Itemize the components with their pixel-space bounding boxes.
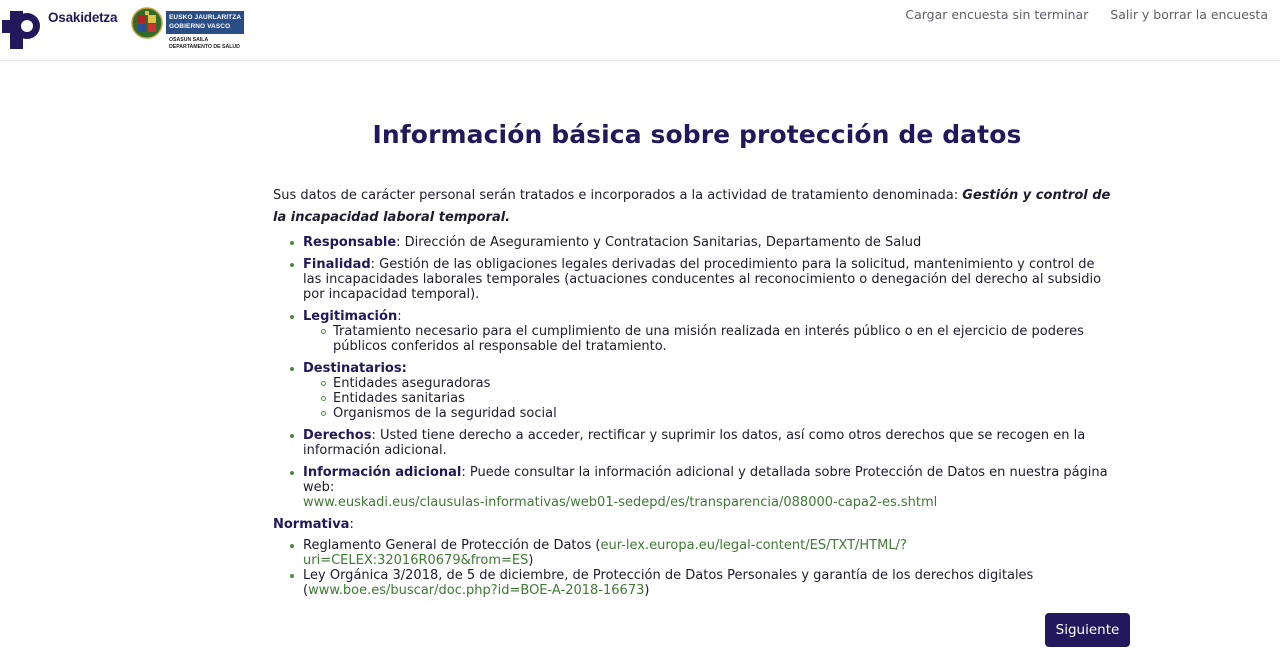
gov-line-1: EUSKO JAURLARITZA [169, 14, 242, 21]
normativa-heading [273, 517, 1117, 532]
finalidad-text: : Gestión de las obligaciones legales derivadas del procedimiento para la solicitud, mantenimiento y control de las incapacidades laborales temporales (actuaciones conducentes al reconocimiento o denegación del derecho al subsidio por incapacidad temporal). [303, 257, 1102, 302]
intro-text: Sus datos de carácter personal serán tratados e incorporados a la actividad de tratamiento denominada: [273, 188, 963, 203]
legitimacion-sublist [303, 324, 1113, 354]
gov-line-2: GOBIERNO VASCO [169, 22, 231, 30]
brand-name: Osakidetza [48, 10, 118, 25]
sub-list-item: Organismos de la seguridad social [333, 406, 1113, 421]
site-header [0, 0, 1280, 61]
normativa-label: Normativa [273, 517, 350, 532]
info-adicional-link[interactable]: www.euskadi.eus/clausulas-informativas/web01-sedepd/es/transparencia/088000-capa2-es.shtml [303, 495, 938, 510]
top-navigation [905, 7, 1268, 22]
list-item-rgpd [303, 538, 1117, 568]
derechos-label: Derechos [303, 428, 372, 443]
sub-list-item: Entidades sanitarias [333, 391, 1113, 406]
list-item-destinatarios [303, 361, 1117, 421]
sub-list-item: Entidades aseguradoras [333, 376, 1113, 391]
dept-line-1: OSASUN SAILA [169, 37, 209, 43]
intro-paragraph [273, 185, 1113, 229]
list-item-finalidad [303, 257, 1117, 302]
sub-list-item: Tratamiento necesario para el cumplimiento de una misión realizada en interés público o en el ejercicio de poderes públicos conferidos al responsable del tratamiento. [333, 324, 1113, 354]
legitimacion-colon: : [397, 309, 402, 324]
eur-lex-link[interactable]: eur-lex.europa.eu/legal-content/ES/TXT/HTML/?uri=CELEX:32016R0679&from=ES [303, 538, 907, 568]
osakidetza-logo[interactable] [2, 9, 117, 51]
dept-line-2: DEPARTAMENTO DE SALUD [169, 43, 240, 50]
main-content [273, 120, 1117, 598]
activity-name: Gestión y control de la incapacidad laboral temporal. [273, 188, 1111, 225]
destinatarios-label: Destinatarios: [303, 361, 407, 376]
norm1-end: ) [528, 553, 534, 568]
list-item-responsable [303, 235, 1117, 250]
responsable-label: Responsable [303, 235, 397, 250]
derechos-text: : Usted tiene derecho a acceder, rectificar y suprimir los datos, así como otros derechos que se recogen en la información adicional. [303, 428, 1086, 458]
next-button[interactable]: Siguiente [1045, 613, 1130, 647]
norm2-end: ) [644, 583, 650, 598]
basque-shield-icon [131, 7, 163, 39]
finalidad-label: Finalidad [303, 257, 371, 272]
norm1-text: Reglamento General de Protección de Datos ( [303, 538, 601, 553]
list-item-legitimacion [303, 309, 1117, 354]
osakidetza-cross-icon [2, 9, 42, 51]
norm2-text: Ley Orgánica 3/2018, de 5 de diciembre, de Protección de Datos Personales y garantía de los derechos digitales ( [303, 568, 1034, 598]
load-unfinished-survey-link[interactable]: Cargar encuesta sin terminar [905, 7, 1089, 22]
gobierno-vasco-logo[interactable] [131, 6, 246, 52]
legitimacion-label: Legitimación [303, 309, 398, 324]
list-item-lopd [303, 568, 1117, 598]
info-text: : Puede consultar la información adicional y detallada sobre Protección de Datos en nuestra página web: [303, 465, 1108, 495]
gov-name-box [166, 11, 244, 34]
destinatarios-sublist [303, 376, 1113, 421]
responsable-text: : Dirección de Aseguramiento y Contratacion Sanitarias, Departamento de Salud [396, 235, 922, 250]
page-title: Información básica sobre protección de datos [372, 120, 1022, 149]
list-item-derechos [303, 428, 1117, 458]
data-protection-list [273, 235, 1117, 510]
normativa-list [273, 538, 1117, 598]
department-name [169, 37, 240, 50]
normativa-colon: : [349, 517, 354, 532]
list-item-informacion-adicional [303, 465, 1117, 510]
boe-link[interactable]: www.boe.es/buscar/doc.php?id=BOE-A-2018-16673 [308, 583, 645, 598]
exit-and-delete-survey-link[interactable]: Salir y borrar la encuesta [1110, 7, 1268, 22]
info-label: Información adicional [303, 465, 462, 480]
